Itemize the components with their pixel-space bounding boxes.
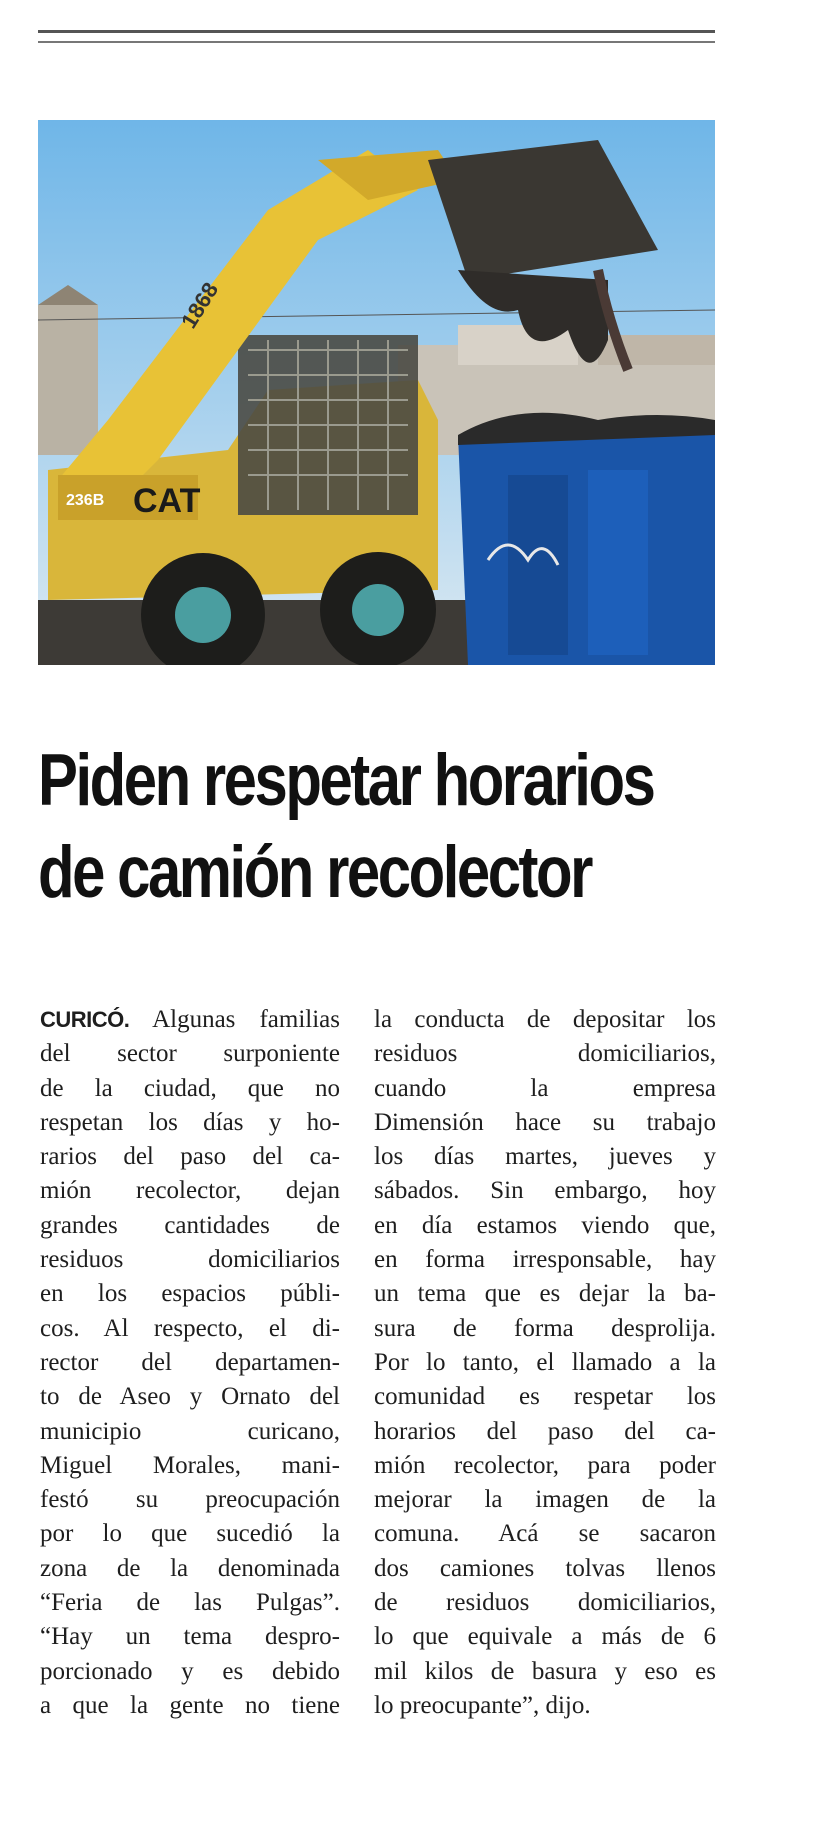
body-line: en los espacios públi- — [40, 1280, 340, 1308]
article-body-right-column — [374, 1003, 716, 1723]
body-line: en forma irresponsable, hay — [374, 1246, 716, 1274]
body-line: rector del departamen- — [40, 1348, 340, 1376]
body-line: lo preocupante”, dijo. — [374, 1691, 591, 1719]
body-line: mil kilos de basura y eso es — [374, 1657, 716, 1685]
body-line: por lo que sucedió la — [40, 1520, 340, 1548]
body-line: municipio curicano, — [40, 1417, 340, 1445]
body-line: residuos domiciliarios, — [374, 1040, 716, 1068]
body-line: mión recolector, para poder — [374, 1451, 716, 1479]
body-line: lo que equivale a más de 6 — [374, 1623, 716, 1651]
body-line: to de Aseo y Ornato del — [40, 1383, 340, 1411]
body-line: “Feria de las Pulgas”. — [40, 1589, 340, 1617]
body-line: Por lo tanto, el llamado a la — [374, 1348, 716, 1376]
body-line: zona de la denominada — [40, 1554, 340, 1582]
cat-logo-text: CAT — [133, 482, 201, 520]
body-line: horarios del paso del ca- — [374, 1417, 716, 1445]
body-line: CURICÓ. Algunas familias — [40, 1006, 340, 1033]
article-photo — [38, 120, 715, 665]
body-line: porcionado y es debido — [40, 1657, 340, 1685]
body-line: sábados. Sin embargo, hoy — [374, 1177, 716, 1205]
body-line: Dimensión hace su trabajo — [374, 1108, 716, 1136]
body-line: un tema que es dejar la ba- — [374, 1280, 716, 1308]
headline-line-2: de camión recolector — [38, 832, 591, 913]
headline-line-1: Piden respetar horarios — [38, 740, 654, 821]
body-line: en día estamos viendo que, — [374, 1211, 716, 1239]
top-rule-thin — [38, 41, 715, 43]
body-line: respetan los días y ho- — [40, 1108, 340, 1136]
model-label: 236B — [66, 492, 105, 509]
article-headline — [38, 735, 654, 919]
top-rule — [38, 30, 715, 33]
article-body-left-column — [40, 1003, 340, 1723]
body-line: a que la gente no tiene — [40, 1691, 340, 1719]
body-line: comuna. Acá se sacaron — [374, 1520, 716, 1548]
body-line: la conducta de depositar los — [374, 1006, 716, 1033]
body-line: “Hay un tema despro- — [40, 1623, 340, 1651]
dateline: CURICÓ. — [40, 1007, 130, 1032]
body-line: cuando la empresa — [374, 1074, 716, 1102]
body-line: rarios del paso del ca- — [40, 1143, 340, 1171]
body-line: de la ciudad, que no — [40, 1074, 340, 1102]
body-line: de residuos domiciliarios, — [374, 1589, 716, 1617]
body-line: los días martes, jueves y — [374, 1143, 716, 1171]
body-line: residuos domiciliarios — [40, 1246, 340, 1274]
body-line: del sector surponiente — [40, 1040, 340, 1068]
body-line: festó su preocupación — [40, 1486, 340, 1514]
body-line: cos. Al respecto, el di- — [40, 1314, 340, 1342]
body-line: mión recolector, dejan — [40, 1177, 340, 1205]
loader-dumping-trash-image — [38, 120, 715, 665]
body-line: mejorar la imagen de la — [374, 1486, 716, 1514]
body-line: Miguel Morales, mani- — [40, 1451, 340, 1479]
body-line: grandes cantidades de — [40, 1211, 340, 1239]
body-line: comunidad es respetar los — [374, 1383, 716, 1411]
arm-number-label: 1868 — [176, 277, 224, 333]
body-line: sura de forma desprolija. — [374, 1314, 716, 1342]
body-line: dos camiones tolvas llenos — [374, 1554, 716, 1582]
